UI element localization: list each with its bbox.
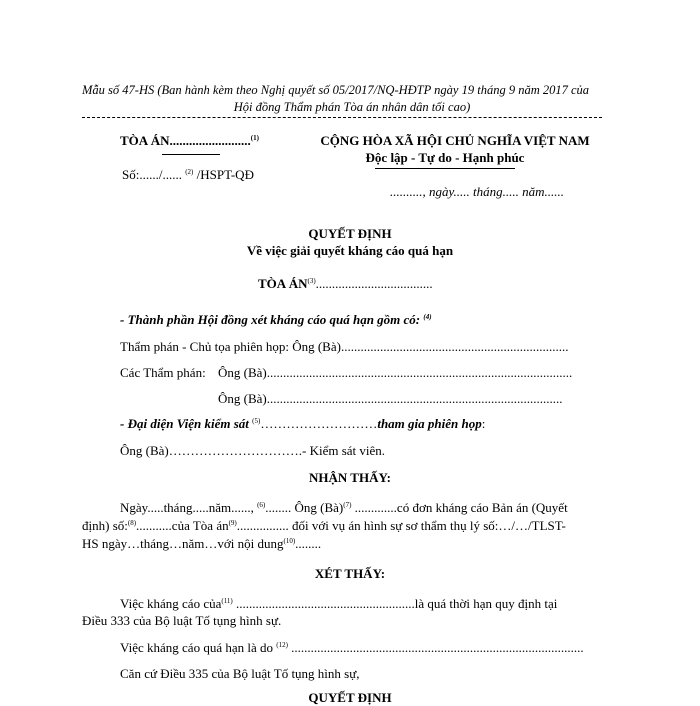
considering-line-3: Việc kháng cáo quá hạn là do $^{(12)}$ .......................................................................................... bbox=[120, 640, 584, 655]
form-reference-line-2: Hội đồng Thẩm phán Tòa án nhân dân tối cao) bbox=[233, 100, 471, 114]
national-motto: Độc lập - Tự do - Hạnh phúc bbox=[365, 150, 525, 165]
judge-line-2: Ông (Bà)........................................................................................... bbox=[218, 391, 563, 406]
prosecutor-line: Ông (Bà)………………………….- Kiểm sát viên. bbox=[120, 443, 386, 458]
judges-label: Các Thẩm phán: bbox=[120, 365, 206, 380]
considering-line-1: Việc kháng cáo của$^{(11)}$ .......................................................là quá thời hạn quy định tại bbox=[120, 596, 558, 611]
decision-subtitle: Về việc giải quyết kháng cáo quá hạn bbox=[246, 243, 454, 258]
decision-section-heading: QUYẾT ĐỊNH bbox=[308, 690, 392, 705]
findings-line-2: định) số:$^{(8)}$...........của Tòa $án^{(9)}$................ đối với vụ án hình sự sơ thẩm thụ lý số:…/…/TLST- bbox=[82, 518, 566, 533]
panel-heading: - Thành phần Hội đồng xét kháng cáo quá hạn gồm có: $^{(4)}$ bbox=[120, 312, 432, 327]
form-reference-note bbox=[82, 83, 622, 98]
place-date-line: .........., ngày..... tháng..... năm...... bbox=[390, 184, 565, 199]
findings-line-3: HS ngày…tháng…năm…với nội dung$^{(10)}$........ bbox=[82, 536, 322, 551]
presiding-judge-line: Thẩm phán - Chủ tọa phiên họp: Ông (Bà)...................................................................... bbox=[120, 339, 569, 354]
findings-line-1: Ngày.....tháng.....năm......, $^{(6)}$........ Ông (Bà)$^{(7)}$ .............có đơn kháng cáo Bản án (Quyết bbox=[120, 500, 568, 515]
court-underline bbox=[162, 154, 220, 155]
court-name: TÒA ÁN.........................$^{(1)}$ bbox=[120, 133, 259, 148]
judge-line-1: Ông (Bà).............................................................................................. bbox=[218, 365, 573, 380]
considering-line-4: Căn cứ Điều 335 của Bộ luật Tố tụng hình sự, bbox=[120, 666, 360, 681]
considering-heading: XÉT THẤY: bbox=[314, 566, 386, 581]
decision-title: QUYẾT ĐỊNH bbox=[308, 226, 392, 241]
findings-heading: NHẬN THẤY: bbox=[309, 470, 391, 485]
decision-number: Số:....../...... $^{(2)}$ /HSPT-QĐ bbox=[122, 167, 254, 182]
header-divider bbox=[82, 117, 602, 118]
procuracy-line: - Đại diện Viện kiểm sát $^{(5)}$………………………tham gia phiên họp: bbox=[120, 416, 486, 431]
national-title: CỘNG HÒA XÃ HỘI CHỦ NGHĨA VIỆT NAM bbox=[320, 133, 590, 148]
court-line: TÒA ÁN$^{(3)}$.................................... bbox=[258, 276, 433, 291]
considering-line-2: Điều 333 của Bộ luật Tố tụng hình sự. bbox=[82, 613, 282, 628]
form-reference-line-1: Mẫu số 47-HS (Ban hành kèm theo Nghị quyết số 05/2017/NQ-HĐTP ngày 19 tháng 9 năm 2017 của bbox=[82, 83, 590, 97]
motto-underline bbox=[375, 168, 515, 169]
